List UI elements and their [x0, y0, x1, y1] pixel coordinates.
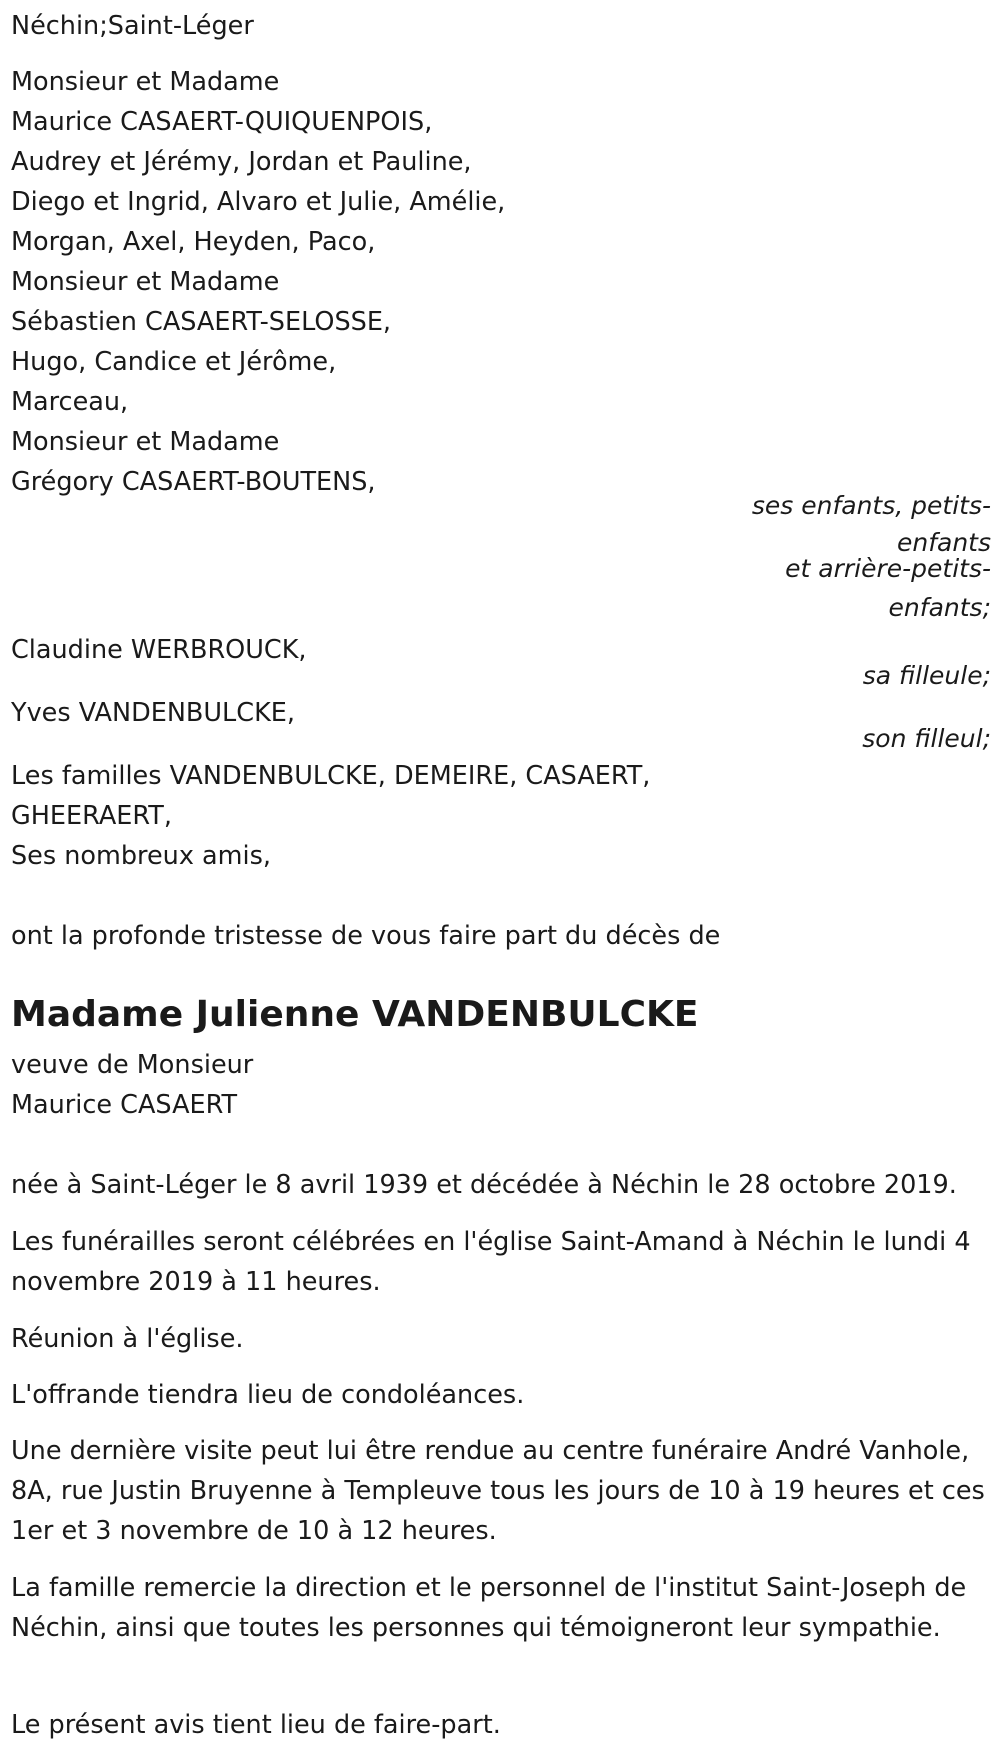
family-line: Monsieur et Madame: [11, 427, 280, 457]
birth-death-paragraph: née à Saint-Léger le 8 avril 1939 et décédée à Néchin le 28 octobre 2019.: [11, 1170, 957, 1200]
godchild-relation: sa filleule;: [862, 661, 991, 690]
location-header: Néchin;Saint-Léger: [11, 11, 254, 41]
family-line: Maurice CASAERT-QUIQUENPOIS,: [11, 107, 433, 137]
widow-line: Maurice CASAERT: [11, 1090, 238, 1120]
announcement: ont la profonde tristesse de vous faire part du décès de: [11, 921, 721, 951]
family-relation: ses enfants, petits-: [751, 491, 991, 520]
meeting-paragraph: Réunion à l'église.: [11, 1324, 244, 1354]
others-line: Ses nombreux amis,: [11, 841, 271, 871]
others-line: Les familles VANDENBULCKE, DEMEIRE, CASAERT,: [11, 761, 651, 791]
godchild-relation: son filleul;: [862, 724, 991, 753]
visit-paragraph: Une dernière visite peut lui être rendue au centre funéraire André Vanhole, 8A, rue Justin Bruyenne à Templeuve tous les jours de 10 à 19 heures et ces 1er et 3 novembre de 10 à 12 heures.: [11, 1436, 985, 1546]
family-line: Grégory CASAERT-BOUTENS,: [11, 467, 376, 497]
thanks-paragraph: La famille remercie la direction et le personnel de l'institut Saint-Joseph de Néchin, ainsi que toutes les personnes qui témoigneront leur sympathie.: [11, 1573, 967, 1643]
family-line: Monsieur et Madame: [11, 267, 280, 297]
others-line: GHEERAERT,: [11, 801, 172, 831]
deceased-name: Madame Julienne VANDENBULCKE: [11, 994, 699, 1035]
family-line: Morgan, Axel, Heyden, Paco,: [11, 227, 376, 257]
family-relation: et arrière-petits-: [785, 554, 991, 583]
family-line: Monsieur et Madame: [11, 67, 280, 97]
widow-line: veuve de Monsieur: [11, 1050, 254, 1080]
family-line: Marceau,: [11, 387, 129, 417]
godchild-name: Yves VANDENBULCKE,: [11, 698, 296, 728]
family-relation: enfants: [896, 528, 991, 557]
funeral-paragraph: Les funérailles seront célébrées en l'église Saint-Amand à Néchin le lundi 4 novembre 2019 à 11 heures.: [11, 1227, 971, 1297]
family-line: Audrey et Jérémy, Jordan et Pauline,: [11, 147, 472, 177]
godchild-name: Claudine WERBROUCK,: [11, 635, 307, 665]
family-line: Diego et Ingrid, Alvaro et Julie, Amélie,: [11, 187, 506, 217]
closing-paragraph: Le présent avis tient lieu de faire-part.: [11, 1710, 501, 1740]
family-line: Sébastien CASAERT-SELOSSE,: [11, 307, 392, 337]
family-line: Hugo, Candice et Jérôme,: [11, 347, 337, 377]
family-relation: enfants;: [888, 593, 991, 622]
offering-paragraph: L'offrande tiendra lieu de condoléances.: [11, 1380, 525, 1410]
